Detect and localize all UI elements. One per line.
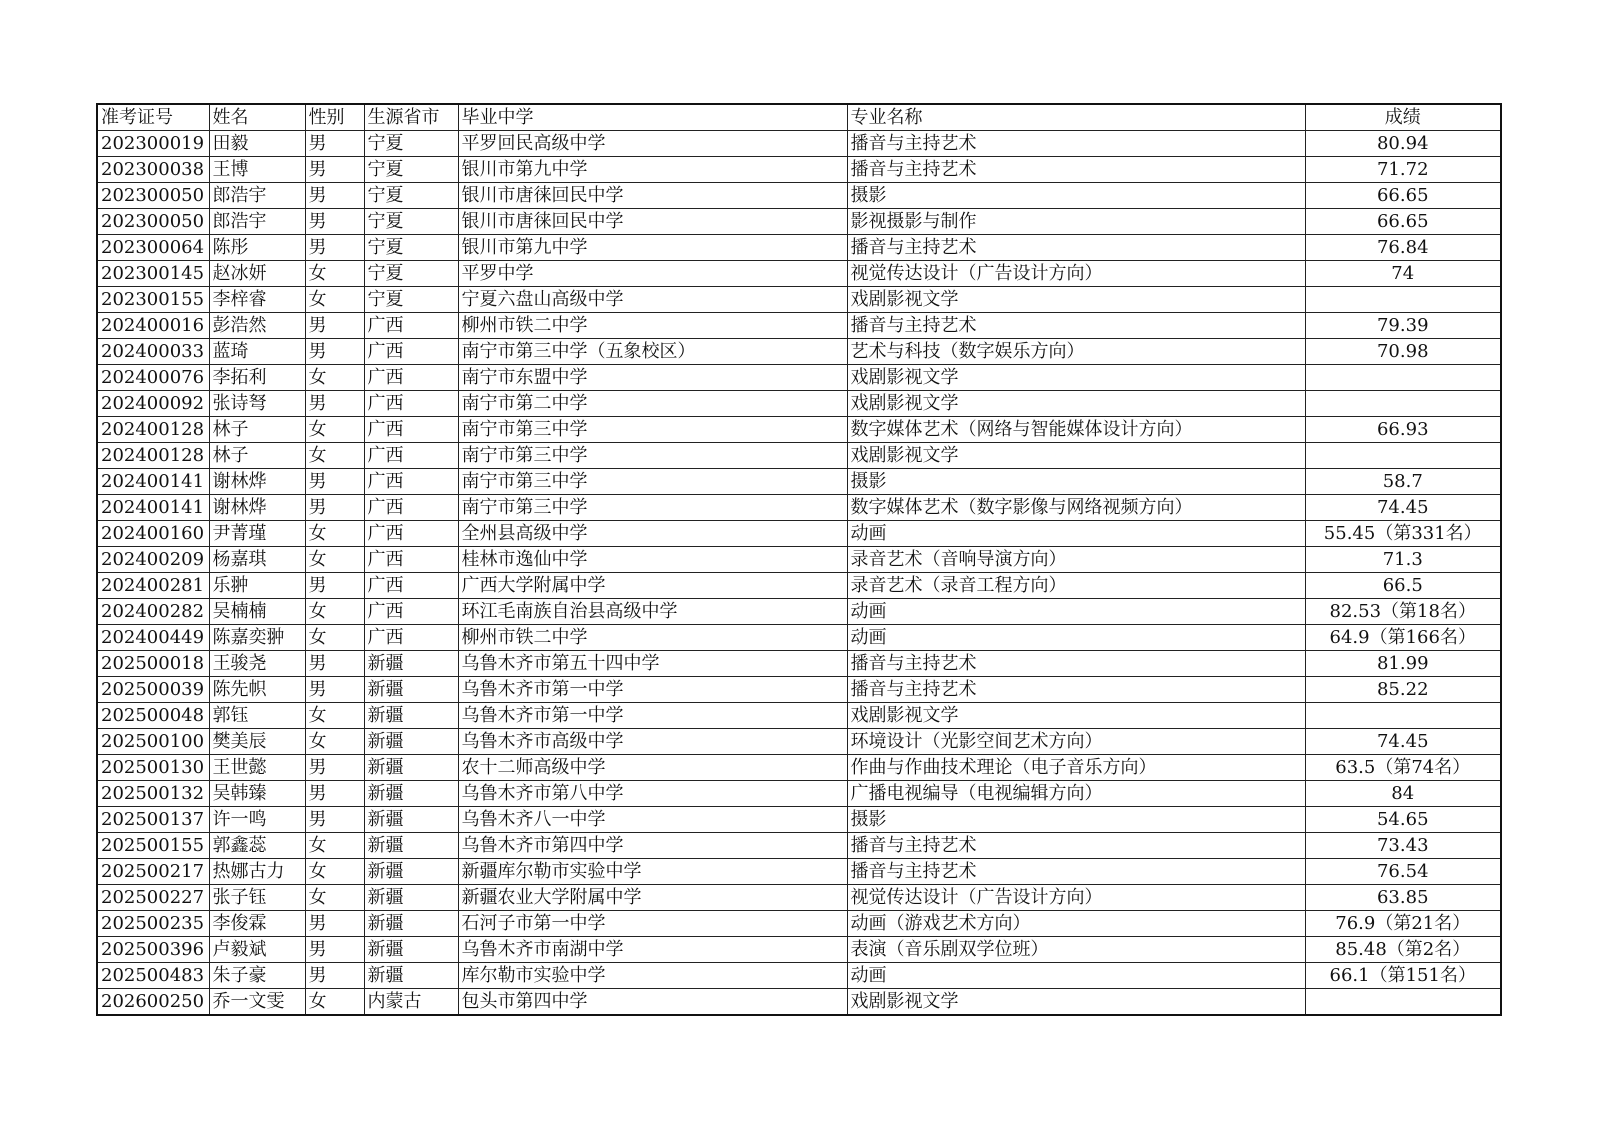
cell-school: 乌鲁木齐市高级中学 bbox=[458, 729, 847, 755]
table-row bbox=[97, 833, 1501, 859]
cell-exam-id: 202500132 bbox=[97, 781, 209, 807]
table-row bbox=[97, 781, 1501, 807]
cell-score: 63.85 bbox=[1305, 885, 1501, 911]
table-row bbox=[97, 443, 1501, 469]
cell-name: 郭鑫蕊 bbox=[209, 833, 305, 859]
table-row bbox=[97, 547, 1501, 573]
cell-score: 74.45 bbox=[1305, 729, 1501, 755]
header-exam-id: 准考证号 bbox=[97, 104, 209, 131]
table-row bbox=[97, 599, 1501, 625]
header-major: 专业名称 bbox=[847, 104, 1305, 131]
cell-gender: 女 bbox=[305, 599, 364, 625]
cell-province: 宁夏 bbox=[364, 235, 458, 261]
cell-school: 包头市第四中学 bbox=[458, 989, 847, 1016]
cell-province: 新疆 bbox=[364, 963, 458, 989]
table-row bbox=[97, 573, 1501, 599]
cell-province: 新疆 bbox=[364, 703, 458, 729]
cell-gender: 女 bbox=[305, 521, 364, 547]
cell-school: 南宁市第三中学 bbox=[458, 417, 847, 443]
cell-name: 彭浩然 bbox=[209, 313, 305, 339]
table-row bbox=[97, 755, 1501, 781]
cell-province: 新疆 bbox=[364, 781, 458, 807]
cell-gender: 女 bbox=[305, 885, 364, 911]
cell-name: 杨嘉琪 bbox=[209, 547, 305, 573]
cell-province: 宁夏 bbox=[364, 131, 458, 157]
cell-score: 81.99 bbox=[1305, 651, 1501, 677]
cell-exam-id: 202400128 bbox=[97, 443, 209, 469]
cell-school: 桂林市逸仙中学 bbox=[458, 547, 847, 573]
cell-gender: 男 bbox=[305, 495, 364, 521]
cell-score: 76.54 bbox=[1305, 859, 1501, 885]
cell-gender: 男 bbox=[305, 963, 364, 989]
cell-school: 南宁市第三中学 bbox=[458, 495, 847, 521]
table-row bbox=[97, 235, 1501, 261]
cell-major: 戏剧影视文学 bbox=[847, 365, 1305, 391]
cell-name: 许一鸣 bbox=[209, 807, 305, 833]
cell-major: 播音与主持艺术 bbox=[847, 859, 1305, 885]
cell-school: 乌鲁木齐市第一中学 bbox=[458, 677, 847, 703]
cell-name: 王骏尧 bbox=[209, 651, 305, 677]
cell-exam-id: 202500100 bbox=[97, 729, 209, 755]
cell-school: 银川市第九中学 bbox=[458, 157, 847, 183]
table-row bbox=[97, 287, 1501, 313]
cell-school: 新疆库尔勒市实验中学 bbox=[458, 859, 847, 885]
cell-major: 录音艺术（音响导演方向） bbox=[847, 547, 1305, 573]
cell-score: 82.53（第18名） bbox=[1305, 599, 1501, 625]
cell-name: 朱子豪 bbox=[209, 963, 305, 989]
cell-score: 74.45 bbox=[1305, 495, 1501, 521]
cell-school: 库尔勒市实验中学 bbox=[458, 963, 847, 989]
cell-gender: 女 bbox=[305, 625, 364, 651]
cell-school: 南宁市第三中学（五象校区） bbox=[458, 339, 847, 365]
cell-score: 64.9（第166名） bbox=[1305, 625, 1501, 651]
cell-score bbox=[1305, 989, 1501, 1016]
cell-score: 54.65 bbox=[1305, 807, 1501, 833]
cell-province: 新疆 bbox=[364, 859, 458, 885]
table-row bbox=[97, 469, 1501, 495]
cell-gender: 女 bbox=[305, 443, 364, 469]
table-row bbox=[97, 209, 1501, 235]
cell-score: 66.1（第151名） bbox=[1305, 963, 1501, 989]
cell-gender: 男 bbox=[305, 573, 364, 599]
cell-exam-id: 202300064 bbox=[97, 235, 209, 261]
cell-gender: 男 bbox=[305, 157, 364, 183]
cell-major: 视觉传达设计（广告设计方向） bbox=[847, 885, 1305, 911]
cell-gender: 男 bbox=[305, 911, 364, 937]
table-row bbox=[97, 729, 1501, 755]
cell-score: 70.98 bbox=[1305, 339, 1501, 365]
table-row bbox=[97, 807, 1501, 833]
cell-province: 广西 bbox=[364, 495, 458, 521]
cell-province: 广西 bbox=[364, 339, 458, 365]
cell-score: 66.93 bbox=[1305, 417, 1501, 443]
cell-gender: 男 bbox=[305, 781, 364, 807]
cell-exam-id: 202400209 bbox=[97, 547, 209, 573]
cell-major: 戏剧影视文学 bbox=[847, 989, 1305, 1016]
cell-exam-id: 202400281 bbox=[97, 573, 209, 599]
cell-name: 李拓利 bbox=[209, 365, 305, 391]
cell-score: 76.84 bbox=[1305, 235, 1501, 261]
cell-exam-id: 202500235 bbox=[97, 911, 209, 937]
cell-province: 广西 bbox=[364, 313, 458, 339]
cell-name: 蓝琦 bbox=[209, 339, 305, 365]
cell-score: 84 bbox=[1305, 781, 1501, 807]
cell-score bbox=[1305, 391, 1501, 417]
table-row bbox=[97, 495, 1501, 521]
cell-major: 数字媒体艺术（网络与智能媒体设计方向） bbox=[847, 417, 1305, 443]
cell-name: 热娜古力 bbox=[209, 859, 305, 885]
cell-name: 李俊霖 bbox=[209, 911, 305, 937]
cell-name: 郎浩宇 bbox=[209, 209, 305, 235]
cell-name: 田毅 bbox=[209, 131, 305, 157]
cell-name: 王博 bbox=[209, 157, 305, 183]
cell-name: 吴楠楠 bbox=[209, 599, 305, 625]
cell-major: 视觉传达设计（广告设计方向） bbox=[847, 261, 1305, 287]
cell-major: 戏剧影视文学 bbox=[847, 287, 1305, 313]
table-row bbox=[97, 261, 1501, 287]
cell-score bbox=[1305, 703, 1501, 729]
cell-province: 广西 bbox=[364, 417, 458, 443]
cell-score: 66.65 bbox=[1305, 183, 1501, 209]
cell-province: 广西 bbox=[364, 599, 458, 625]
cell-gender: 男 bbox=[305, 937, 364, 963]
table-row bbox=[97, 131, 1501, 157]
cell-name: 卢毅斌 bbox=[209, 937, 305, 963]
cell-major: 戏剧影视文学 bbox=[847, 391, 1305, 417]
cell-school: 银川市第九中学 bbox=[458, 235, 847, 261]
header-gender: 性别 bbox=[305, 104, 364, 131]
cell-score: 63.5（第74名） bbox=[1305, 755, 1501, 781]
header-name: 姓名 bbox=[209, 104, 305, 131]
score-table bbox=[96, 103, 1502, 1016]
cell-exam-id: 202500130 bbox=[97, 755, 209, 781]
cell-name: 陈嘉奕翀 bbox=[209, 625, 305, 651]
cell-exam-id: 202500048 bbox=[97, 703, 209, 729]
header-province: 生源省市 bbox=[364, 104, 458, 131]
cell-school: 南宁市第二中学 bbox=[458, 391, 847, 417]
cell-score bbox=[1305, 443, 1501, 469]
cell-major: 播音与主持艺术 bbox=[847, 651, 1305, 677]
table-row bbox=[97, 859, 1501, 885]
cell-province: 内蒙古 bbox=[364, 989, 458, 1016]
cell-school: 南宁市第三中学 bbox=[458, 469, 847, 495]
cell-exam-id: 202500396 bbox=[97, 937, 209, 963]
cell-major: 影视摄影与制作 bbox=[847, 209, 1305, 235]
cell-gender: 女 bbox=[305, 417, 364, 443]
cell-name: 李梓睿 bbox=[209, 287, 305, 313]
cell-major: 播音与主持艺术 bbox=[847, 677, 1305, 703]
cell-gender: 女 bbox=[305, 729, 364, 755]
cell-major: 数字媒体艺术（数字影像与网络视频方向） bbox=[847, 495, 1305, 521]
cell-exam-id: 202500217 bbox=[97, 859, 209, 885]
cell-school: 银川市唐徕回民中学 bbox=[458, 209, 847, 235]
cell-school: 平罗回民高级中学 bbox=[458, 131, 847, 157]
cell-score: 85.22 bbox=[1305, 677, 1501, 703]
cell-name: 樊美辰 bbox=[209, 729, 305, 755]
cell-exam-id: 202400282 bbox=[97, 599, 209, 625]
cell-score: 73.43 bbox=[1305, 833, 1501, 859]
cell-school: 南宁市东盟中学 bbox=[458, 365, 847, 391]
cell-gender: 男 bbox=[305, 469, 364, 495]
cell-gender: 男 bbox=[305, 131, 364, 157]
cell-school: 南宁市第三中学 bbox=[458, 443, 847, 469]
cell-province: 宁夏 bbox=[364, 183, 458, 209]
cell-name: 吴韩臻 bbox=[209, 781, 305, 807]
cell-exam-id: 202400449 bbox=[97, 625, 209, 651]
cell-gender: 女 bbox=[305, 859, 364, 885]
cell-school: 全州县高级中学 bbox=[458, 521, 847, 547]
cell-exam-id: 202300038 bbox=[97, 157, 209, 183]
cell-gender: 女 bbox=[305, 833, 364, 859]
cell-province: 新疆 bbox=[364, 885, 458, 911]
cell-score: 79.39 bbox=[1305, 313, 1501, 339]
cell-province: 广西 bbox=[364, 625, 458, 651]
cell-exam-id: 202300155 bbox=[97, 287, 209, 313]
cell-gender: 男 bbox=[305, 313, 364, 339]
cell-province: 广西 bbox=[364, 443, 458, 469]
cell-school: 乌鲁木齐市南湖中学 bbox=[458, 937, 847, 963]
table-row bbox=[97, 365, 1501, 391]
table-row bbox=[97, 183, 1501, 209]
cell-major: 动画（游戏艺术方向） bbox=[847, 911, 1305, 937]
cell-school: 乌鲁木齐八一中学 bbox=[458, 807, 847, 833]
cell-exam-id: 202300019 bbox=[97, 131, 209, 157]
table-row bbox=[97, 911, 1501, 937]
cell-score: 71.3 bbox=[1305, 547, 1501, 573]
cell-province: 新疆 bbox=[364, 677, 458, 703]
table-row bbox=[97, 651, 1501, 677]
cell-score: 80.94 bbox=[1305, 131, 1501, 157]
cell-exam-id: 202500039 bbox=[97, 677, 209, 703]
cell-name: 郭钰 bbox=[209, 703, 305, 729]
cell-name: 乐翀 bbox=[209, 573, 305, 599]
cell-score bbox=[1305, 287, 1501, 313]
cell-gender: 女 bbox=[305, 365, 364, 391]
cell-exam-id: 202600250 bbox=[97, 989, 209, 1016]
cell-exam-id: 202400076 bbox=[97, 365, 209, 391]
cell-exam-id: 202400033 bbox=[97, 339, 209, 365]
cell-school: 石河子市第一中学 bbox=[458, 911, 847, 937]
cell-province: 新疆 bbox=[364, 937, 458, 963]
cell-major: 环境设计（光影空间艺术方向） bbox=[847, 729, 1305, 755]
cell-name: 王世懿 bbox=[209, 755, 305, 781]
cell-province: 广西 bbox=[364, 365, 458, 391]
cell-gender: 男 bbox=[305, 391, 364, 417]
cell-gender: 男 bbox=[305, 209, 364, 235]
cell-exam-id: 202400160 bbox=[97, 521, 209, 547]
table-body bbox=[97, 131, 1501, 1016]
cell-name: 谢林烨 bbox=[209, 469, 305, 495]
cell-province: 广西 bbox=[364, 573, 458, 599]
cell-gender: 男 bbox=[305, 755, 364, 781]
cell-score bbox=[1305, 365, 1501, 391]
cell-major: 广播电视编导（电视编辑方向） bbox=[847, 781, 1305, 807]
cell-province: 宁夏 bbox=[364, 287, 458, 313]
cell-province: 新疆 bbox=[364, 833, 458, 859]
cell-name: 陈彤 bbox=[209, 235, 305, 261]
cell-school: 宁夏六盘山高级中学 bbox=[458, 287, 847, 313]
cell-exam-id: 202300050 bbox=[97, 183, 209, 209]
table-row bbox=[97, 313, 1501, 339]
table-row bbox=[97, 885, 1501, 911]
cell-gender: 女 bbox=[305, 287, 364, 313]
table-row bbox=[97, 625, 1501, 651]
cell-major: 艺术与科技（数字娱乐方向） bbox=[847, 339, 1305, 365]
cell-major: 摄影 bbox=[847, 183, 1305, 209]
cell-province: 广西 bbox=[364, 547, 458, 573]
cell-exam-id: 202500483 bbox=[97, 963, 209, 989]
table-row bbox=[97, 521, 1501, 547]
cell-gender: 女 bbox=[305, 261, 364, 287]
cell-province: 新疆 bbox=[364, 729, 458, 755]
cell-gender: 女 bbox=[305, 703, 364, 729]
table-row bbox=[97, 963, 1501, 989]
cell-province: 新疆 bbox=[364, 807, 458, 833]
cell-major: 播音与主持艺术 bbox=[847, 235, 1305, 261]
table-row bbox=[97, 989, 1501, 1016]
cell-major: 动画 bbox=[847, 625, 1305, 651]
cell-score: 76.9（第21名） bbox=[1305, 911, 1501, 937]
cell-province: 广西 bbox=[364, 391, 458, 417]
header-school: 毕业中学 bbox=[458, 104, 847, 131]
cell-score: 85.48（第2名） bbox=[1305, 937, 1501, 963]
cell-major: 动画 bbox=[847, 599, 1305, 625]
cell-major: 表演（音乐剧双学位班） bbox=[847, 937, 1305, 963]
table-row bbox=[97, 339, 1501, 365]
cell-major: 戏剧影视文学 bbox=[847, 703, 1305, 729]
cell-name: 张子钰 bbox=[209, 885, 305, 911]
table-row bbox=[97, 937, 1501, 963]
table-row bbox=[97, 703, 1501, 729]
cell-major: 动画 bbox=[847, 963, 1305, 989]
cell-gender: 女 bbox=[305, 989, 364, 1016]
cell-province: 广西 bbox=[364, 521, 458, 547]
cell-score: 58.7 bbox=[1305, 469, 1501, 495]
cell-province: 宁夏 bbox=[364, 261, 458, 287]
cell-exam-id: 202300145 bbox=[97, 261, 209, 287]
table-row bbox=[97, 391, 1501, 417]
cell-exam-id: 202400092 bbox=[97, 391, 209, 417]
header-score: 成绩 bbox=[1305, 104, 1501, 131]
cell-exam-id: 202400141 bbox=[97, 469, 209, 495]
cell-name: 陈先帜 bbox=[209, 677, 305, 703]
cell-major: 播音与主持艺术 bbox=[847, 313, 1305, 339]
cell-name: 谢林烨 bbox=[209, 495, 305, 521]
cell-major: 播音与主持艺术 bbox=[847, 833, 1305, 859]
cell-province: 宁夏 bbox=[364, 157, 458, 183]
cell-major: 播音与主持艺术 bbox=[847, 157, 1305, 183]
cell-exam-id: 202500018 bbox=[97, 651, 209, 677]
cell-school: 农十二师高级中学 bbox=[458, 755, 847, 781]
cell-exam-id: 202500137 bbox=[97, 807, 209, 833]
cell-major: 摄影 bbox=[847, 807, 1305, 833]
cell-school: 平罗中学 bbox=[458, 261, 847, 287]
cell-name: 林子 bbox=[209, 443, 305, 469]
cell-school: 新疆农业大学附属中学 bbox=[458, 885, 847, 911]
cell-score: 66.65 bbox=[1305, 209, 1501, 235]
cell-name: 尹菁瑾 bbox=[209, 521, 305, 547]
cell-school: 环江毛南族自治县高级中学 bbox=[458, 599, 847, 625]
cell-school: 乌鲁木齐市第四中学 bbox=[458, 833, 847, 859]
cell-score: 74 bbox=[1305, 261, 1501, 287]
cell-gender: 男 bbox=[305, 677, 364, 703]
cell-gender: 男 bbox=[305, 339, 364, 365]
cell-gender: 男 bbox=[305, 651, 364, 677]
table-row bbox=[97, 157, 1501, 183]
cell-major: 播音与主持艺术 bbox=[847, 131, 1305, 157]
table-header-row bbox=[97, 104, 1501, 131]
cell-school: 广西大学附属中学 bbox=[458, 573, 847, 599]
cell-name: 乔一文雯 bbox=[209, 989, 305, 1016]
cell-score: 71.72 bbox=[1305, 157, 1501, 183]
cell-school: 乌鲁木齐市第八中学 bbox=[458, 781, 847, 807]
cell-province: 广西 bbox=[364, 469, 458, 495]
cell-school: 乌鲁木齐市第五十四中学 bbox=[458, 651, 847, 677]
cell-name: 林子 bbox=[209, 417, 305, 443]
table-row bbox=[97, 677, 1501, 703]
cell-school: 银川市唐徕回民中学 bbox=[458, 183, 847, 209]
cell-province: 新疆 bbox=[364, 651, 458, 677]
cell-school: 柳州市铁二中学 bbox=[458, 313, 847, 339]
cell-school: 柳州市铁二中学 bbox=[458, 625, 847, 651]
cell-major: 作曲与作曲技术理论（电子音乐方向） bbox=[847, 755, 1305, 781]
cell-major: 摄影 bbox=[847, 469, 1305, 495]
cell-name: 张诗弩 bbox=[209, 391, 305, 417]
cell-name: 赵冰妍 bbox=[209, 261, 305, 287]
cell-major: 动画 bbox=[847, 521, 1305, 547]
cell-gender: 男 bbox=[305, 183, 364, 209]
table-row bbox=[97, 417, 1501, 443]
cell-score: 55.45（第331名） bbox=[1305, 521, 1501, 547]
cell-gender: 男 bbox=[305, 807, 364, 833]
cell-province: 新疆 bbox=[364, 755, 458, 781]
cell-exam-id: 202400128 bbox=[97, 417, 209, 443]
cell-major: 戏剧影视文学 bbox=[847, 443, 1305, 469]
cell-province: 新疆 bbox=[364, 911, 458, 937]
cell-school: 乌鲁木齐市第一中学 bbox=[458, 703, 847, 729]
cell-score: 66.5 bbox=[1305, 573, 1501, 599]
cell-exam-id: 202500227 bbox=[97, 885, 209, 911]
cell-exam-id: 202300050 bbox=[97, 209, 209, 235]
cell-exam-id: 202500155 bbox=[97, 833, 209, 859]
cell-major: 录音艺术（录音工程方向） bbox=[847, 573, 1305, 599]
cell-exam-id: 202400016 bbox=[97, 313, 209, 339]
cell-gender: 男 bbox=[305, 235, 364, 261]
cell-gender: 女 bbox=[305, 547, 364, 573]
cell-name: 郎浩宇 bbox=[209, 183, 305, 209]
cell-province: 宁夏 bbox=[364, 209, 458, 235]
cell-exam-id: 202400141 bbox=[97, 495, 209, 521]
